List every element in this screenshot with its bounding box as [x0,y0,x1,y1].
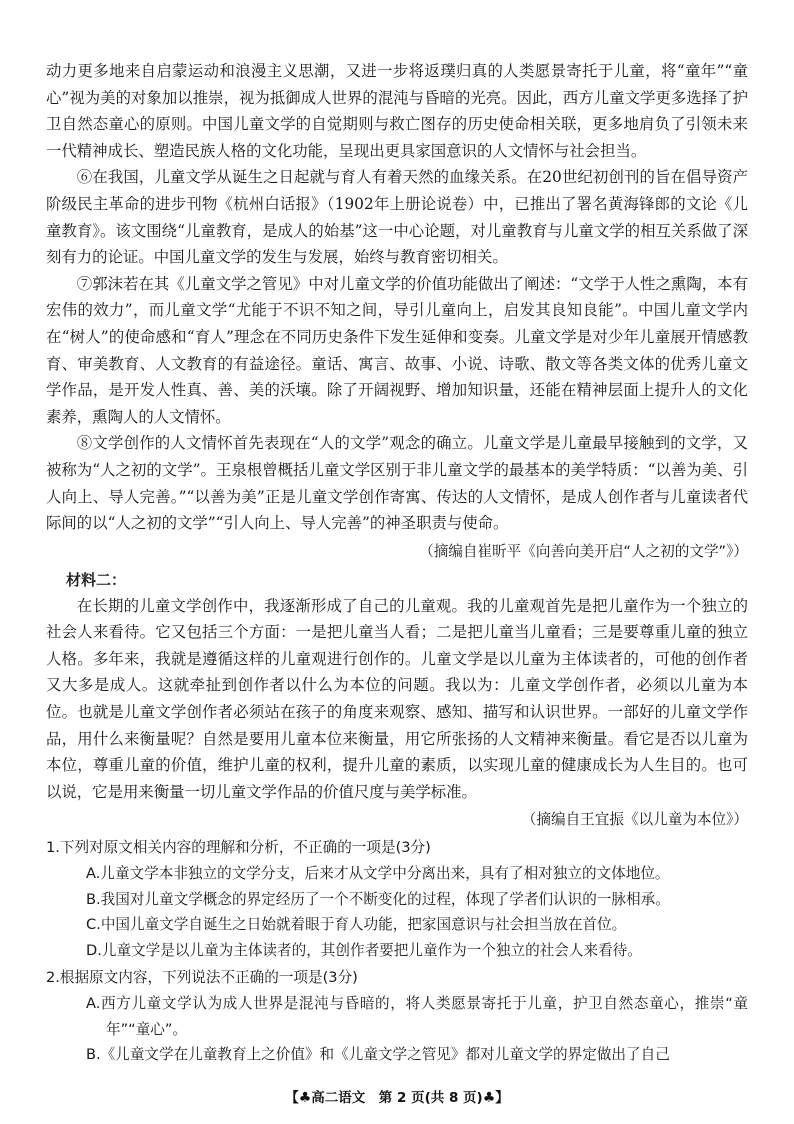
paragraph-7: ⑦郭沫若在其《儿童文学之管见》中对儿童文学的价值功能做出了阐述：“文学于人性之熏陶，本有宏伟的效力”，而儿童文学“尤能于不识不知之间，导引儿童向上，启发其良知良能”。中国儿童文学内在“树人”的使命感和“育人”理念在不同历史条件下发生延伸和变奏。儿童文学是对少年儿童展开情感教育、审美教育、人文教育的有益途径。童话、寓言、故事、小说、诗歌、散文等各类文体的优秀儿童文学作品，是开发人性真、善、美的沃壤。除了开阔视野、增加知识量，还能在精神层面上提升人的文化素养，熏陶人的人文情怀。 [46,274,748,426]
footer-bracket-close: 】 [495,1090,509,1106]
source-citation-2: （摘编自王宜振《以儿童为本位》） [521,811,748,829]
paragraph-8: ⑧文学创作的人文情怀首先表现在“人的文学”观念的确立。儿童文学是儿童最早接触到的文学，又被称为“人之初的文学”。王泉根曾概括儿童文学区别于非儿童文学的最基本的美学特质：“以善为美、引人向上、导人完善。”“以善为美”正是儿童文学创作寄寓、传达的人文情怀，是成人创作者与儿童读者代际间的以“人之初的文学”“引人向上、导人完善”的神圣职责与使命。 [46,434,748,533]
footer-bracket-open: 【 [285,1090,299,1106]
club-icon: ♣ [482,1090,496,1106]
question-2-option-b: B.《儿童文学在儿童教育上之价值》和《儿童文学之管见》都对儿童文学的界定做出了自己 [86,1046,670,1064]
paragraph-continued: 动力更多地来自启蒙运动和浪漫主义思潮，又进一步将返璞归真的人类愿景寄托于儿童，将“童年”“童心”视为美的对象加以推崇，视为抵御成人世界的混沌与昏暗的光亮。因此，西方儿童文学更多选择了护卫自然态童心的原则。中国儿童文学的自觉期则与救亡图存的历史使命相关联，更多地肩负了引领未来一代精神成长、塑造民族人格的文化功能，呈现出更具家国意识的人文情怀与社会担当。 [46,62,748,160]
question-1-stem: 1.下列对原文相关内容的理解和分析，不正确的一项是(3分) [46,839,431,857]
question-2-option-a: A.西方儿童文学认为成人世界是混沌与昏暗的，将人类愿景寄托于儿童，护卫自然态童心，推崇“童年”“童心”。 [86,995,748,1038]
source-citation-1: （摘编自崔昕平《向善向美开启“人之初的文学”》） [419,542,748,560]
paragraph-6: ⑥在我国，儿童文学从诞生之日起就与育人有着天然的血缘关系。在20世纪初创刊的旨在倡导资产阶级民主革命的进步刊物《杭州白话报》（1902年上册论说卷）中，已推出了署名黄海锋郎的文论《儿童教育》。该文围绕“儿童教育，是成人的始基”这一中心论题，对儿童教育与儿童文学的相互关系做了深刻有力的论证。中国儿童文学的发生与发展，始终与教育密切相关。 [46,168,748,267]
material-two-text: 在长期的儿童文学创作中，我逐渐形成了自己的儿童观。我的儿童观首先是把儿童作为一个独立的社会人来看待。它又包括三个方面：一是把儿童当人看；二是把儿童当儿童看；三是要尊重儿童的独立人格。多年来，我就是遵循这样的儿童观进行创作的。儿童文学是以儿童为主体读者的，可他的创作者又大多是成人。这就牵扯到创作者以什么为本位的问题。我以为：儿童文学创作者，必须以儿童为本位。也就是儿童文学创作者必须站在孩子的角度来观察、感知、描写和认识世界。一部好的儿童文学作品，用什么来衡量呢？自然是要用儿童本位来衡量，用它所张扬的人文精神来衡量。看它是否以儿童为本位，尊重儿童的价值，维护儿童的权利，提升儿童的素质，以实现儿童的健康成长为人生目的。也可以说，它是用来衡量一切儿童文学作品的价值尺度与美学标准。 [46,596,748,801]
club-icon: ♣ [298,1090,312,1106]
question-1-option-c: C.中国儿童文学自诞生之日始就着眼于育人功能，把家国意识与社会担当放在首位。 [86,916,627,934]
footer-page-label: 高二语文 第 2 页(共 8 页) [311,1090,483,1106]
question-2-stem: 2.根据原文内容，下列说法不正确的一项是(3分) [46,969,358,987]
material-two-heading: 材料二： [66,570,127,589]
page-footer [0,1086,794,1106]
question-1-option-d: D.儿童文学是以儿童为主体读者的，其创作者要把儿童作为一个独立的社会人来看待。 [86,941,642,959]
exam-page [46,58,748,1068]
question-1-option-a: A.儿童文学本非独立的文学分支，后来才从文学中分离出来，具有了相对独立的文体地位。 [86,865,670,883]
question-1-option-b: B.我国对儿童文学概念的界定经历了一个不断变化的过程，体现了学者们认识的一脉相承。 [86,890,670,908]
